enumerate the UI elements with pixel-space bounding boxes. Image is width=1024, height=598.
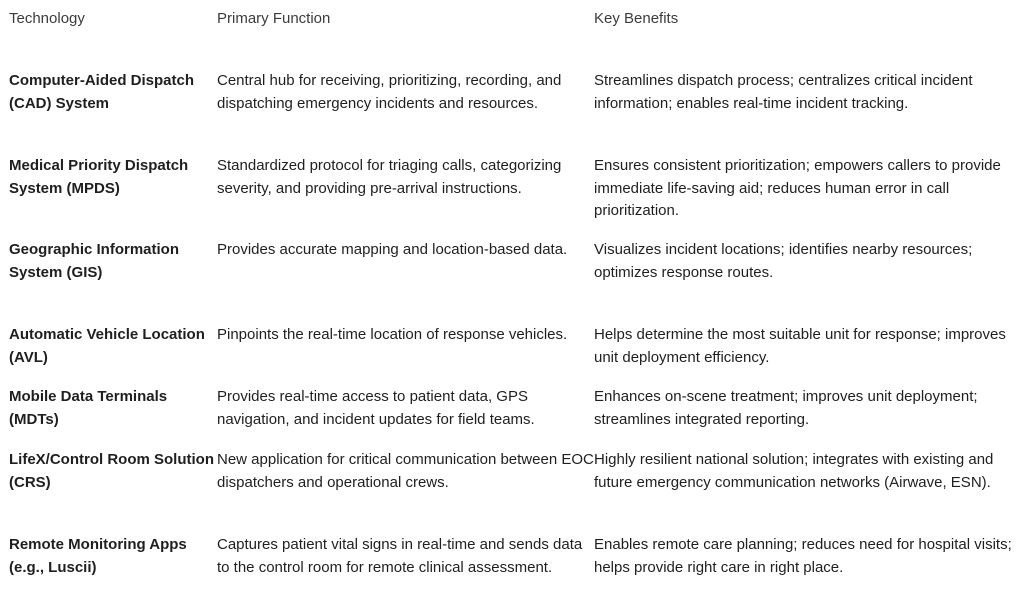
technology-cell: LifeX/Control Room Solution (CRS) xyxy=(9,451,214,491)
table-row xyxy=(9,449,1024,494)
benefits-cell: Highly resilient national solution; integrates with existing and future emergency communication networks (Airwave, ESN). xyxy=(594,451,994,491)
header-technology: Technology xyxy=(9,10,85,27)
function-cell: Standardized protocol for triaging calls, categorizing severity, and providing pre-arrival instructions. xyxy=(217,157,562,197)
header-key-benefits: Key Benefits xyxy=(594,10,679,27)
table-row xyxy=(9,239,1024,284)
table-row xyxy=(9,70,1024,115)
benefits-cell: Enables remote care planning; reduces need for hospital visits; helps provide right care in right place. xyxy=(594,536,1012,576)
function-cell: New application for critical communication between EOC dispatchers and operational crews. xyxy=(217,451,594,491)
table-row xyxy=(9,386,1024,431)
technology-cell: Automatic Vehicle Location (AVL) xyxy=(9,326,205,366)
technology-cell: Remote Monitoring Apps (e.g., Luscii) xyxy=(9,536,187,576)
benefits-cell: Visualizes incident locations; identifies nearby resources; optimizes response routes. xyxy=(594,241,973,281)
technology-cell: Medical Priority Dispatch System (MPDS) xyxy=(9,157,189,197)
technology-cell: Mobile Data Terminals (MDTs) xyxy=(9,388,168,428)
technology-cell: Geographic Information System (GIS) xyxy=(9,241,180,281)
header-primary-function: Primary Function xyxy=(217,10,331,27)
table-header-row xyxy=(9,8,1024,31)
technology-cell: Computer-Aided Dispatch (CAD) System xyxy=(9,72,195,112)
function-cell: Provides accurate mapping and location-based data. xyxy=(217,241,568,258)
table-row xyxy=(9,324,1024,369)
benefits-cell: Helps determine the most suitable unit for response; improves unit deployment efficiency. xyxy=(594,326,1006,366)
function-cell: Pinpoints the real-time location of response vehicles. xyxy=(217,326,568,343)
table-row xyxy=(9,155,1024,223)
table-row xyxy=(9,534,1024,579)
function-cell: Provides real-time access to patient data, GPS navigation, and incident updates for field teams. xyxy=(217,388,535,428)
benefits-cell: Enhances on-scene treatment; improves unit deployment; streamlines integrated reporting. xyxy=(594,388,978,428)
function-cell: Captures patient vital signs in real-time and sends data to the control room for remote clinical assessment. xyxy=(217,536,583,576)
benefits-cell: Streamlines dispatch process; centralizes critical incident information; enables real-time incident tracking. xyxy=(594,72,973,112)
function-cell: Central hub for receiving, prioritizing, recording, and dispatching emergency incidents and resources. xyxy=(217,72,562,112)
benefits-cell: Ensures consistent prioritization; empowers callers to provide immediate life-saving aid; reduces human error in call prioritization. xyxy=(594,157,1001,219)
